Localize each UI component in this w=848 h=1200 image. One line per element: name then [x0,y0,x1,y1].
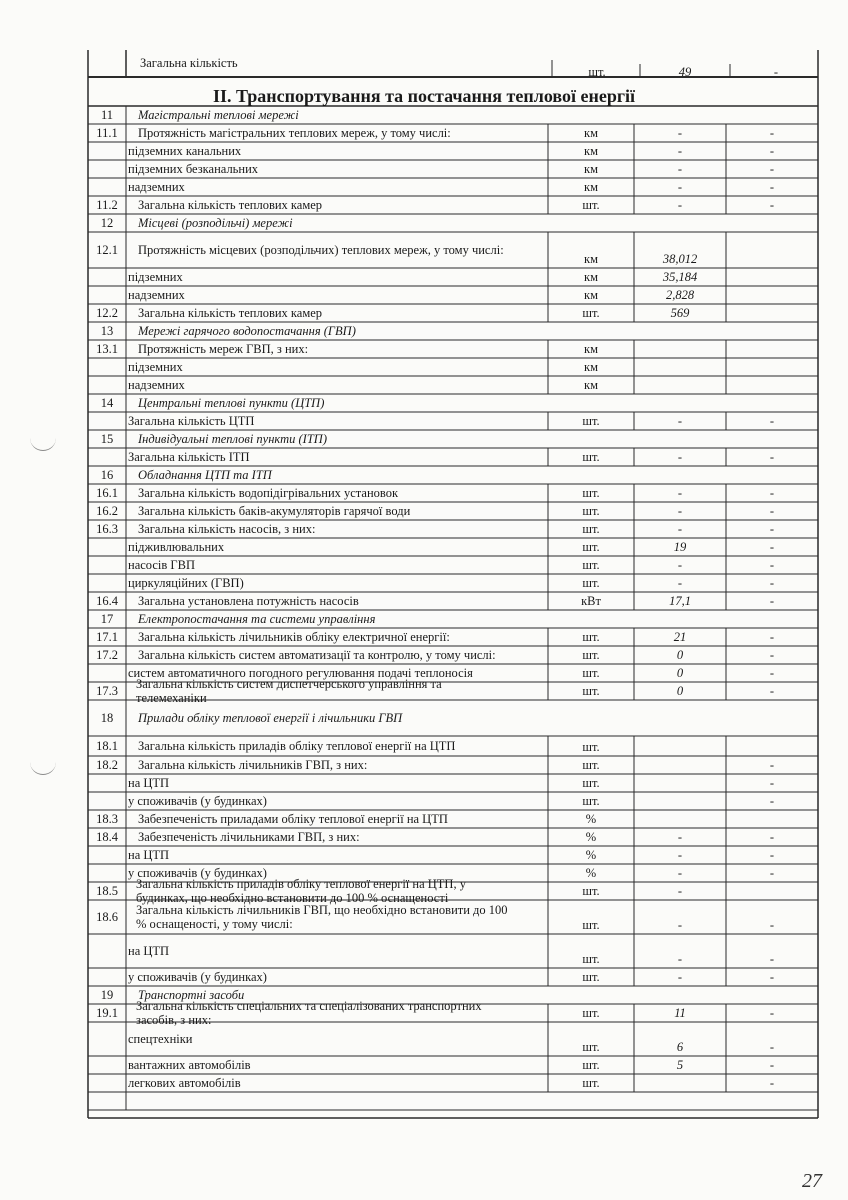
row-unit: шт. [582,558,600,572]
row-label: на ЦТП [128,848,170,862]
row-value: 6 [676,1040,684,1054]
row-label: спецтехніки [128,1032,193,1046]
row-value: - [769,522,775,536]
row-value: 569 [670,306,690,320]
row-number: 17.1 [96,630,118,644]
row-value: 0 [676,666,684,680]
row-unit: % [585,830,597,844]
row-label: Загальна кількість лічильників ГВП, що необхідно встановити до 100 [136,903,508,917]
row-label: Загальна кількість насосів, з них: [138,522,316,536]
row-value: - [769,630,775,644]
row-label: Загальна кількість водопідігрівальних установок [138,486,399,500]
row-unit: шт. [582,684,600,698]
row-value: 35,184 [662,270,698,284]
row-number: 17 [100,612,114,626]
row-number: 16.3 [96,522,118,536]
row-unit: кВт [581,594,601,608]
row-value: - [769,758,775,772]
row-number: 13 [100,324,114,338]
row-number: 18 [100,711,114,725]
row-unit: км [584,342,598,356]
row-value: - [769,540,775,554]
row-label: Загальна кількість баків-акумуляторів гарячої води [138,504,411,518]
row-value: - [769,144,775,158]
row-value: - [677,918,683,932]
row-label: Загальна кількість спеціальних та спеціалізованих транспортних [136,999,482,1013]
row-label: у споживачів (у будинках) [128,794,267,808]
row-unit: шт. [582,630,600,644]
row-value: - [677,970,683,984]
row-value: - [677,848,683,862]
row-value: 17,1 [669,594,691,608]
row-label: Загальна кількість теплових камер [138,198,323,212]
row-unit: шт. [582,504,600,518]
row-label: підземних безканальних [128,162,259,176]
row-value: 0 [676,684,684,698]
row-label: підземних [128,360,183,374]
row-label: Центральні теплові пункти (ЦТП) [138,396,325,410]
row-value: 49 [678,65,692,79]
row-unit: шт. [582,758,600,772]
row-value: - [677,952,683,966]
row-unit: шт. [582,918,600,932]
row-value: - [769,1058,775,1072]
row-value: - [677,884,683,898]
row-unit: шт. [582,198,600,212]
row-label: підземних канальних [128,144,242,158]
row-label: Протяжність мереж ГВП, з них: [138,342,309,356]
row-label: Загальна кількість приладів обліку теплової енергії на ЦТП [138,739,456,753]
row-unit: шт. [582,450,600,464]
row-label: % оснащеності, у тому числі: [136,917,293,931]
row-number: 11.2 [96,198,118,212]
row-number: 16.1 [96,486,118,500]
row-label: у споживачів (у будинках) [128,866,267,880]
row-label: вантажних автомобілів [128,1058,251,1072]
row-number: 11.1 [96,126,118,140]
row-unit: км [584,252,598,266]
row-label: Загальна кількість систем диспетчерського управління та [136,677,442,691]
row-label: Забезпеченість приладами обліку теплової енергії на ЦТП [138,812,448,826]
row-value: - [769,1040,775,1054]
row-number: 18.2 [96,758,118,772]
row-label: надземних [128,288,185,302]
row-unit: км [584,288,598,302]
row-value: - [677,486,683,500]
row-label: Загальна кількість [140,56,238,70]
row-value: - [769,558,775,572]
row-unit: шт. [582,952,600,966]
row-label: Загальна кількість лічильників ГВП, з них: [138,758,368,772]
row-value: - [677,162,683,176]
row-value: - [677,576,683,590]
row-label: Мережі гарячого водопостачання (ГВП) [138,324,356,338]
row-value: - [769,918,775,932]
row-number: 11 [100,108,114,122]
row-unit: шт. [582,576,600,590]
row-value: - [769,1006,775,1020]
row-unit: шт. [588,65,606,79]
row-value: - [769,794,775,808]
row-label: Загальна кількість лічильників обліку електричної енергії: [138,630,450,644]
row-unit: шт. [582,486,600,500]
row-label: Місцеві (розподільчі) мережі [138,216,293,230]
row-value: - [677,414,683,428]
row-number: 16 [100,468,114,482]
row-unit: км [584,126,598,140]
row-label: підживлювальних [128,540,225,554]
row-value: - [769,848,775,862]
row-value: - [769,684,775,698]
row-label: засобів, з них: [136,1013,212,1027]
row-label: Загальна установлена потужність насосів [138,594,359,608]
page-number: 27 [802,1170,822,1192]
row-number: 18.4 [96,830,118,844]
row-number: 15 [100,432,114,446]
row-unit: км [584,180,598,194]
row-value: - [677,198,683,212]
row-label: у споживачів (у будинках) [128,970,267,984]
row-value: - [769,594,775,608]
row-unit: км [584,144,598,158]
row-label: Загальна кількість ЦТП [128,414,255,428]
row-value: 5 [676,1058,684,1072]
row-unit: шт. [582,540,600,554]
row-label: циркуляційних (ГВП) [128,576,244,590]
row-value: 21 [673,630,687,644]
row-unit: км [584,162,598,176]
row-value: - [677,144,683,158]
row-unit: шт. [582,794,600,808]
row-value: - [677,504,683,518]
row-unit: шт. [582,1076,600,1090]
row-label: Індивідуальні теплові пункти (ІТП) [138,432,327,446]
row-label: будинках, що необхідно встановити до 100 % оснащеності [136,891,449,905]
row-label: Забезпеченість лічильниками ГВП, з них: [138,830,360,844]
row-label: Протяжність місцевих (розподільчих) теплових мереж, у тому числі: [138,243,504,257]
row-value: - [769,970,775,984]
row-value: - [677,830,683,844]
row-value: - [769,576,775,590]
row-label: Загальна кількість систем автоматизації та контролю, у тому числі: [138,648,496,662]
row-value: - [769,162,775,176]
row-number: 12.2 [96,306,118,320]
row-number: 14 [100,396,114,410]
row-label: насосів ГВП [128,558,195,572]
row-unit: км [584,378,598,392]
row-unit: шт. [582,1058,600,1072]
row-label: надземних [128,180,185,194]
row-unit: шт. [582,970,600,984]
row-label: на ЦТП [128,944,170,958]
row-value: - [769,414,775,428]
row-label: систем автоматичного погодного регулювання подачі теплоносія [128,666,473,680]
row-value: 11 [674,1006,686,1020]
row-label: надземних [128,378,185,392]
row-label: легкових автомобілів [128,1076,241,1090]
section-title: ІІ. Транспортування та постачання теплової енергії [212,86,636,106]
row-value: - [677,866,683,880]
row-unit: км [584,270,598,284]
row-number: 18.6 [96,910,118,924]
row-number: 18.3 [96,812,118,826]
row-value: - [769,866,775,880]
row-label: підземних [128,270,183,284]
row-unit: шт. [582,740,600,754]
row-label: Загальна кількість ІТП [128,450,250,464]
row-value: - [677,522,683,536]
row-label: Магістральні теплові мережі [138,108,299,122]
row-number: 16.2 [96,504,118,518]
row-value: 38,012 [662,252,698,266]
row-unit: шт. [582,414,600,428]
row-value: - [773,65,779,79]
row-value: - [769,666,775,680]
row-value: - [769,486,775,500]
row-value: 19 [673,540,687,554]
row-unit: шт. [582,884,600,898]
row-number: 17.3 [96,684,118,698]
row-value: - [769,504,775,518]
row-value: - [769,126,775,140]
row-value: - [677,126,683,140]
row-unit: шт. [582,306,600,320]
row-value: - [769,776,775,790]
row-label: Загальна кількість приладів обліку теплової енергії на ЦТП, у [136,877,466,891]
row-number: 18.1 [96,739,118,753]
row-label: Транспортні засоби [138,988,245,1002]
row-number: 12.1 [96,243,118,257]
row-value: - [677,558,683,572]
row-unit: шт. [582,1040,600,1054]
row-label: Прилади обліку теплової енергії і лічильники ГВП [138,711,403,725]
row-unit: шт. [582,1006,600,1020]
row-unit: км [584,360,598,374]
row-label: телемеханіки [136,691,207,705]
row-unit: % [585,848,597,862]
row-value: - [769,952,775,966]
row-value: - [677,180,683,194]
row-unit: шт. [582,776,600,790]
row-label: Загальна кількість теплових камер [138,306,323,320]
row-value: - [769,198,775,212]
row-value: 0 [676,648,684,662]
row-unit: % [585,812,597,826]
row-value: - [769,1076,775,1090]
row-number: 18.5 [96,884,118,898]
row-value: - [769,648,775,662]
row-label: Обладнання ЦТП та ІТП [138,468,272,482]
row-number: 17.2 [96,648,118,662]
row-value: - [677,450,683,464]
row-number: 19.1 [96,1006,118,1020]
row-value: - [769,180,775,194]
row-value: 2,828 [665,288,695,302]
row-value: - [769,830,775,844]
row-label: Електропостачання та системи управління [138,612,376,626]
row-label: Протяжність магістральних теплових мереж, у тому числі: [138,126,451,140]
row-number: 12 [100,216,114,230]
row-unit: шт. [582,648,600,662]
row-number: 13.1 [96,342,118,356]
row-number: 19 [100,988,114,1002]
row-unit: шт. [582,666,600,680]
row-label: на ЦТП [128,776,170,790]
row-value: - [769,450,775,464]
row-number: 16.4 [96,594,118,608]
row-unit: шт. [582,522,600,536]
row-unit: % [585,866,597,880]
